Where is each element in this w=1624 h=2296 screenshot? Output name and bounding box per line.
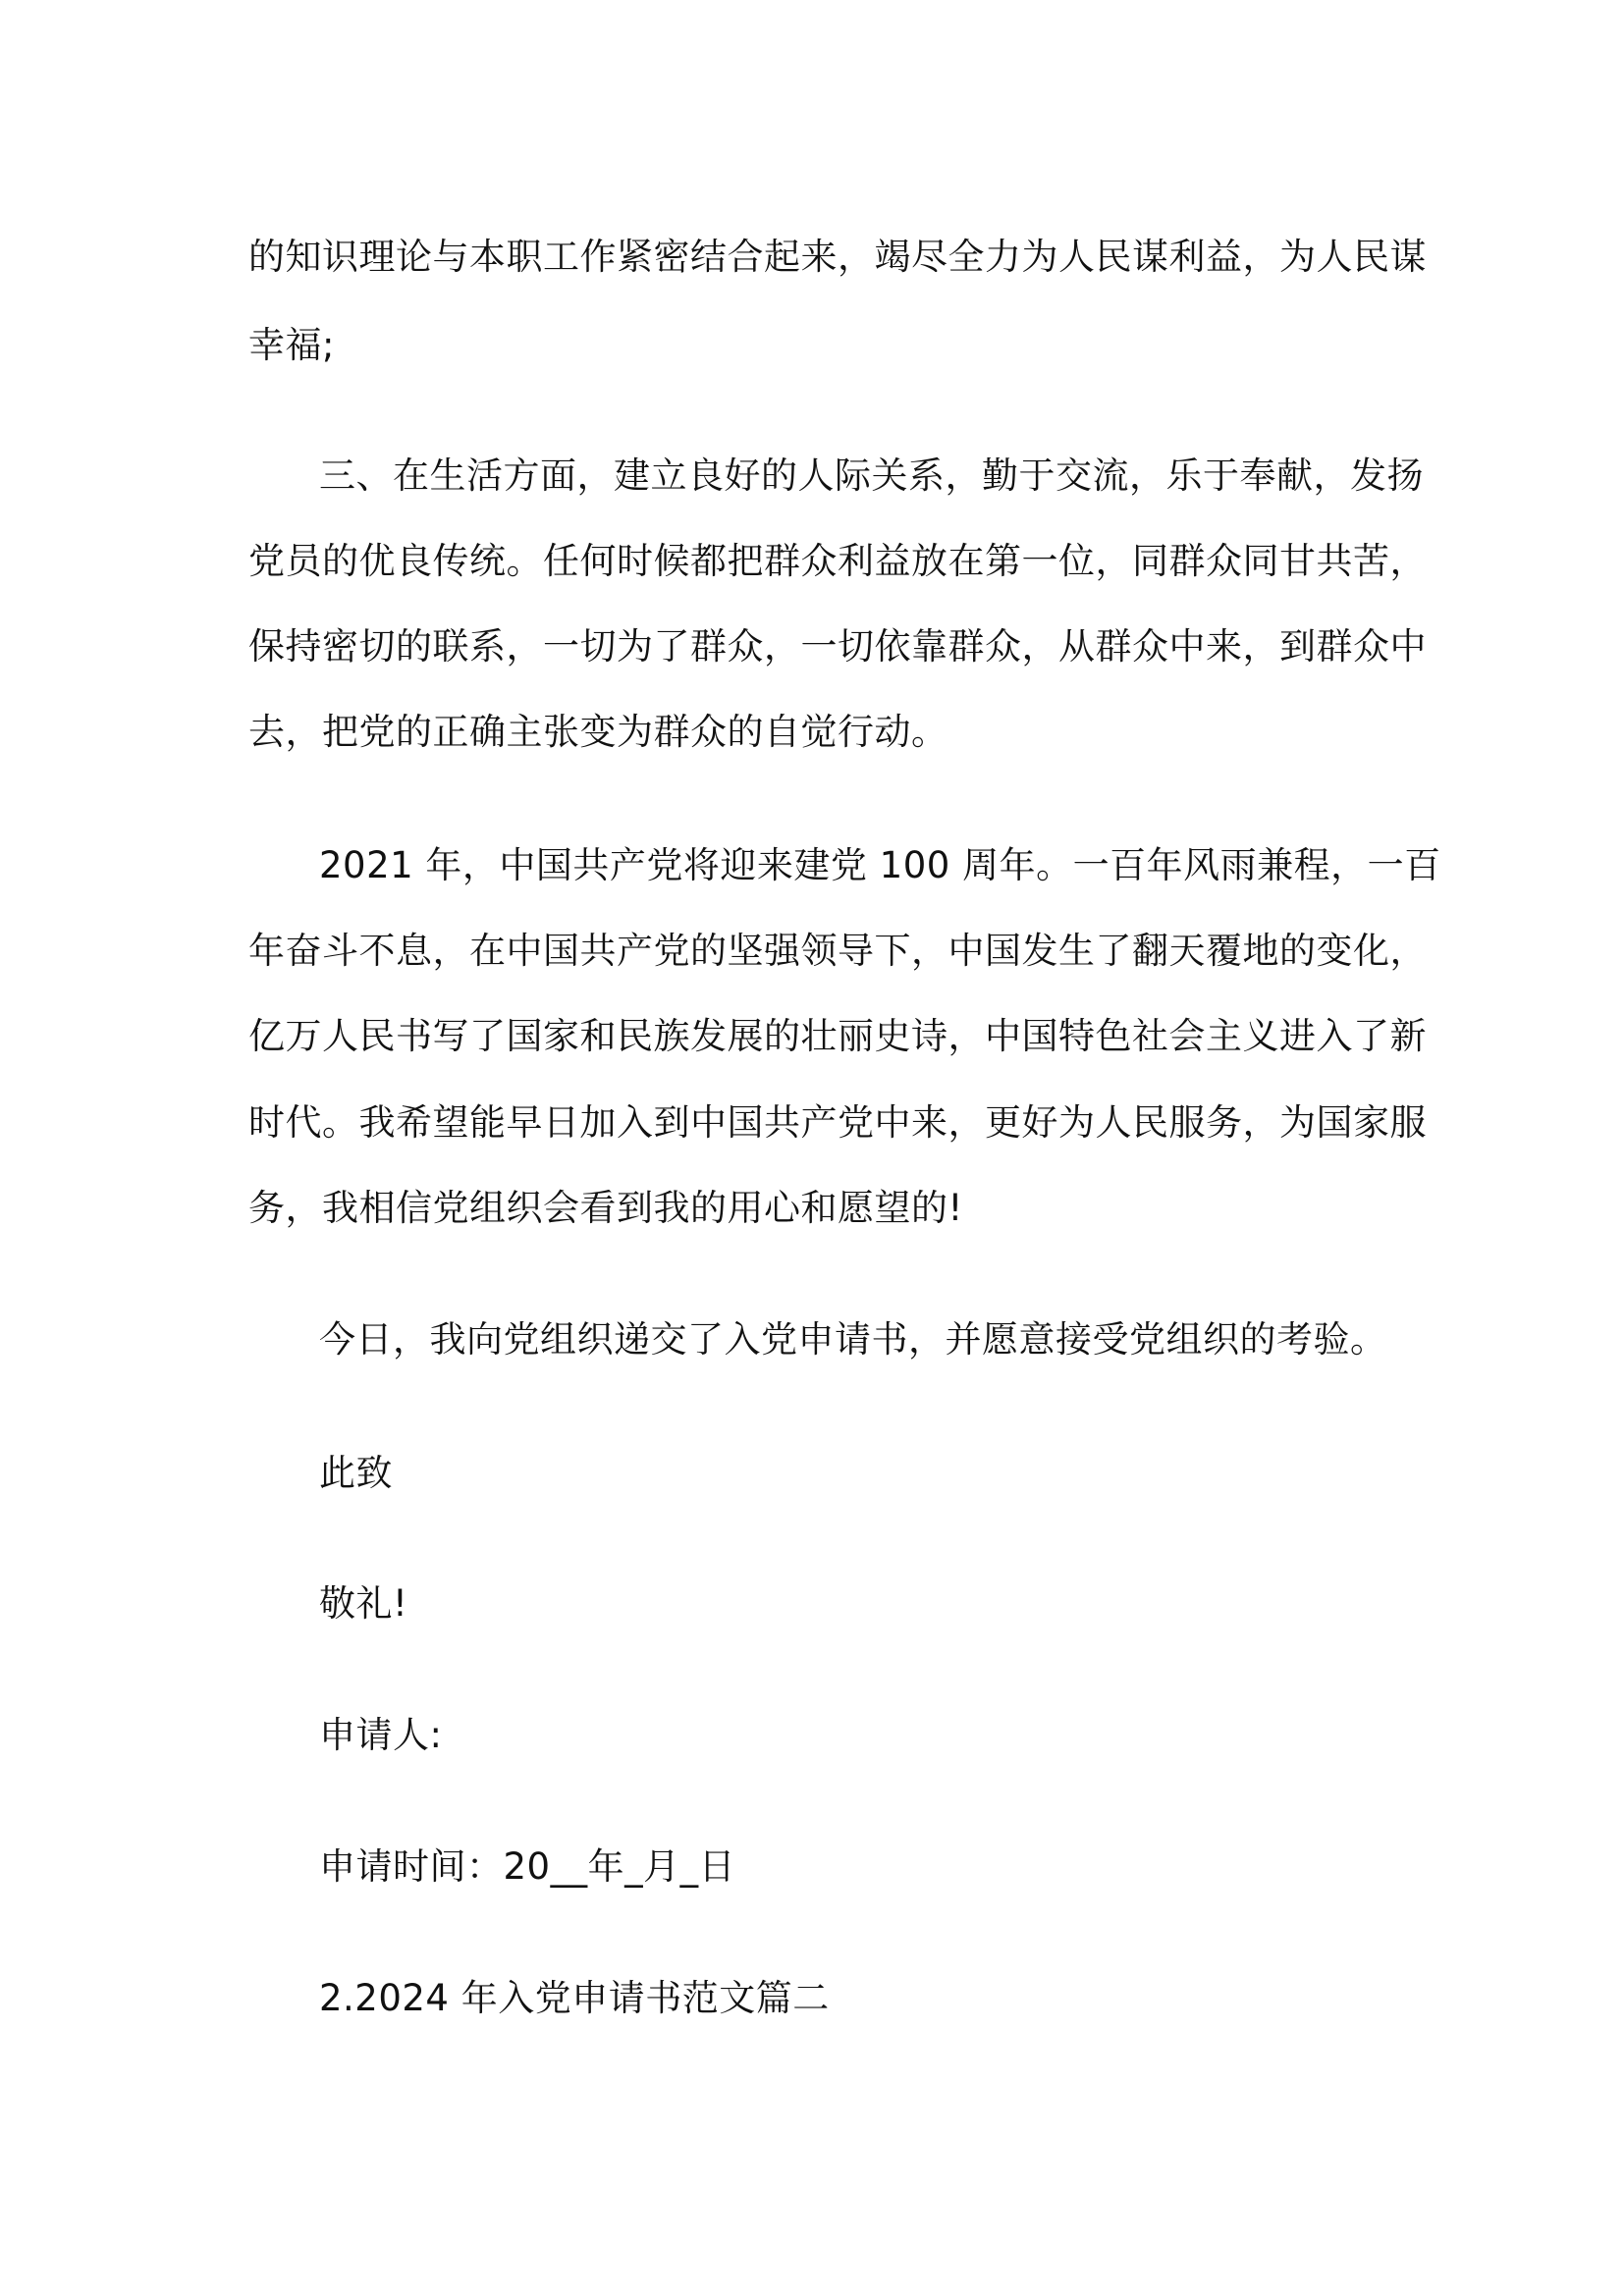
paragraph-1-line-2: 幸福;	[248, 324, 335, 366]
application-date: 申请时间：20__年_月_日	[319, 1845, 736, 1888]
paragraph-4: 今日，我向党组织递交了入党申请书，并愿意接受党组织的考验。	[319, 1318, 1387, 1361]
paragraph-2-line-3: 保持密切的联系，一切为了群众，一切依靠群众，从群众中来，到群众中	[248, 625, 1427, 667]
closing-jingli: 敬礼!	[319, 1582, 408, 1625]
applicant-label: 申请人:	[319, 1714, 443, 1756]
paragraph-3-line-4: 时代。我希望能早日加入到中国共产党中来，更好为人民服务，为国家服	[248, 1101, 1427, 1144]
section-heading: 2.2024 年入党申请书范文篇二	[319, 1977, 830, 2019]
paragraph-3-line-5: 务，我相信党组织会看到我的用心和愿望的!	[248, 1187, 963, 1229]
paragraph-1-line-1: 的知识理论与本职工作紧密结合起来，竭尽全力为人民谋利益，为人民谋	[248, 236, 1427, 278]
paragraph-3-line-3: 亿万人民书写了国家和民族发展的壮丽史诗，中国特色社会主义进入了新	[248, 1015, 1427, 1057]
paragraph-3-line-1: 2021 年，中国共产党将迎来建党 100 周年。一百年风雨兼程，一百	[319, 844, 1441, 886]
closing-cizhi: 此致	[319, 1452, 393, 1494]
paragraph-2-line-4: 去，把党的正确主张变为群众的自觉行动。	[248, 711, 948, 753]
paragraph-2-line-2: 党员的优良传统。任何时候都把群众利益放在第一位，同群众同甘共苦，	[248, 540, 1427, 582]
paragraph-2-line-1: 三、在生活方面，建立良好的人际关系，勤于交流，乐于奉献，发扬	[319, 454, 1424, 497]
paragraph-3-line-2: 年奋斗不息，在中国共产党的坚强领导下，中国发生了翻天覆地的变化，	[248, 930, 1427, 972]
